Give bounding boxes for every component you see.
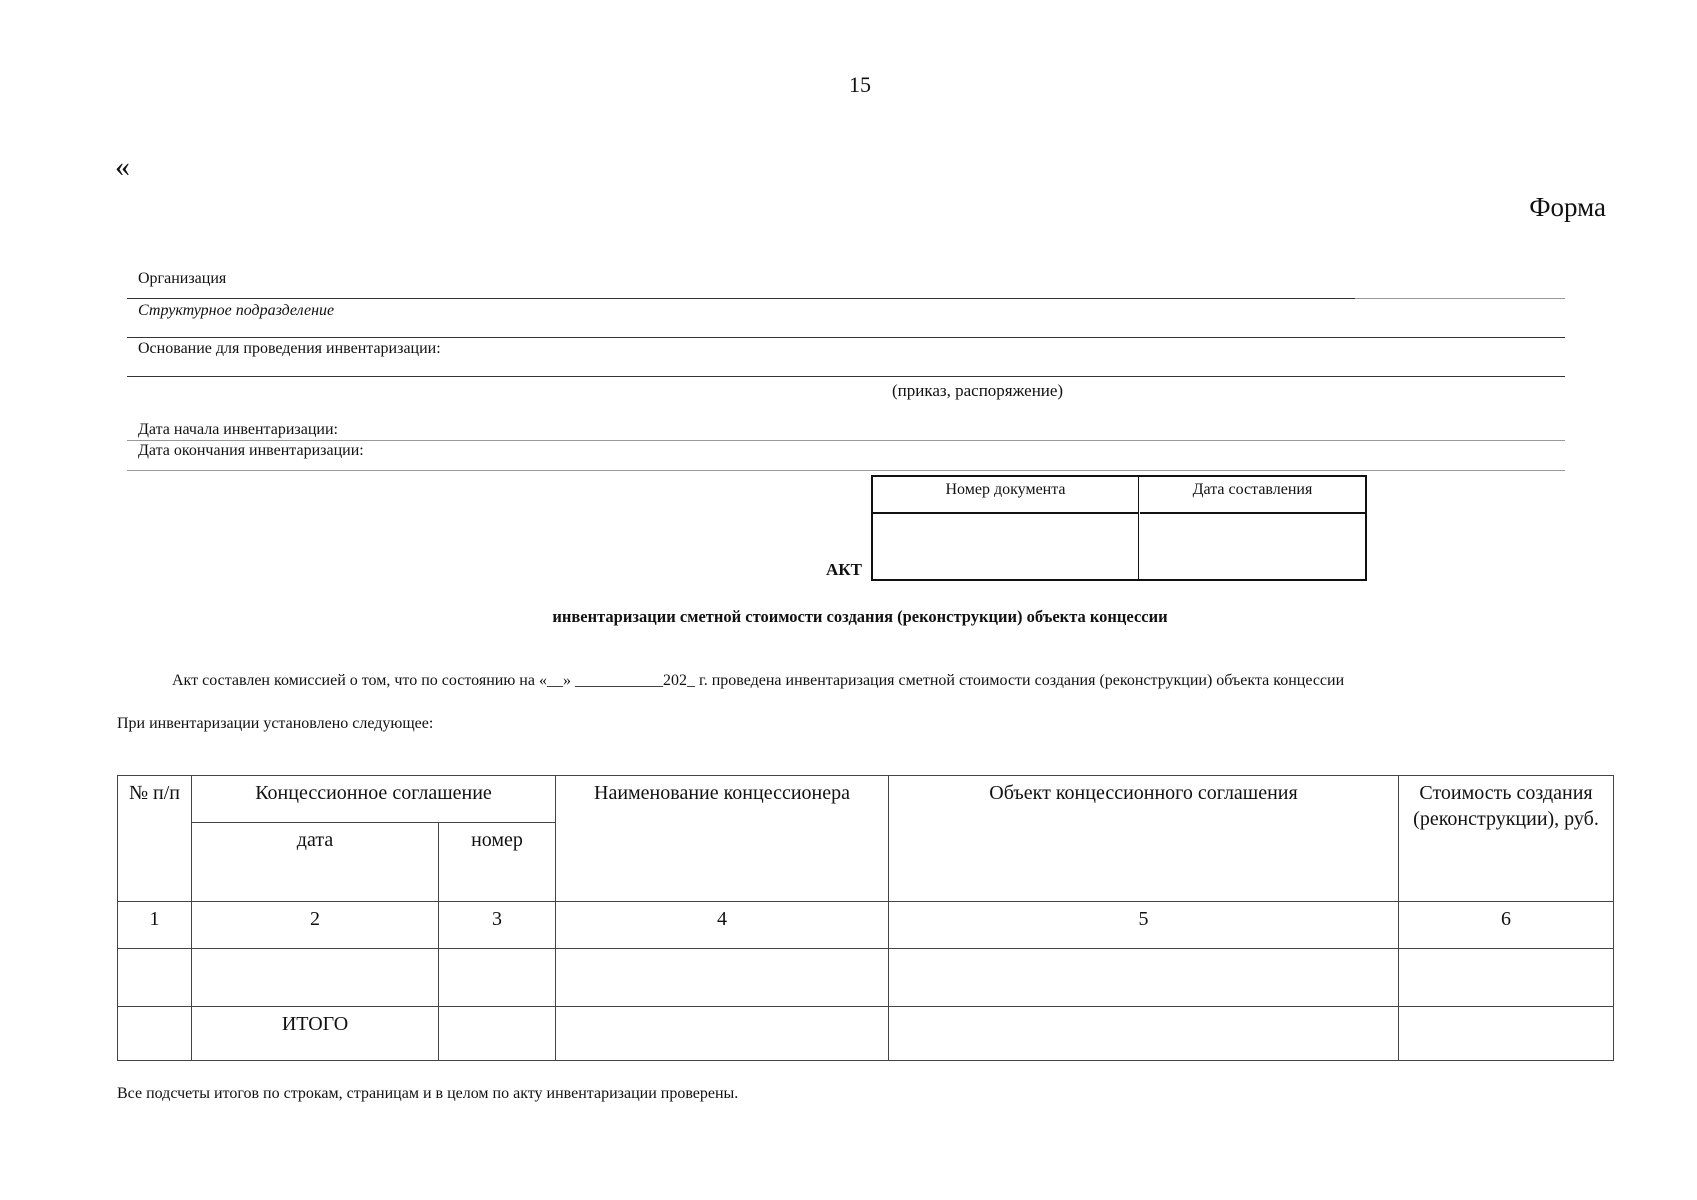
subdivision-line [127,337,1565,338]
document-number-table [871,475,1367,581]
inventory-table [117,775,1614,1061]
open-quote: « [115,150,130,183]
col-number-cell: 5 [889,902,1399,949]
col-number-cell: 3 [439,902,556,949]
col-header-object: Объект концессионного соглашения [889,776,1399,902]
table-header-row [118,776,1614,823]
col-header-no: № п/п [118,776,192,902]
table-row [118,949,1614,1007]
basis-line [127,376,1565,377]
document-date-cell [1140,477,1365,579]
findings-intro: При инвентаризации установлено следующее: [117,715,434,732]
organization-line-end [1355,298,1565,299]
document-date-header: Дата составления [1140,477,1365,514]
table-cell [556,949,889,1007]
total-row [118,1007,1614,1061]
footer-statement: Все подсчеты итогов по строкам, страницам и в целом по акту инвентаризации проверены. [117,1085,739,1102]
column-numbers-row [118,902,1614,949]
document-number-cell [873,477,1139,579]
table-cell [889,1007,1399,1061]
table-cell [889,949,1399,1007]
table-cell [192,949,439,1007]
document-number-header: Номер документа [873,477,1138,514]
organization-label: Организация [138,270,227,287]
subdivision-label: Структурное подразделение [138,302,335,319]
table-cell [556,1007,889,1061]
table-cell [1399,949,1614,1007]
basis-caption: (приказ, распоряжение) [892,381,1064,400]
col-header-number: номер [439,823,556,902]
total-label: ИТОГО [192,1007,439,1061]
col-header-agreement: Концессионное соглашение [192,776,556,823]
table-cell [118,949,192,1007]
table-cell [1399,1007,1614,1061]
col-header-cost: Стоимость создания (реконструкции), руб. [1399,776,1614,902]
col-number-cell: 2 [192,902,439,949]
page-number: 15 [849,72,871,97]
start-date-line [127,440,1565,441]
basis-label: Основание для проведения инвентаризации: [138,340,441,357]
table-cell [439,949,556,1007]
col-header-concessionaire: Наименование концессионера [556,776,889,902]
table-cell [118,1007,192,1061]
col-number-cell: 6 [1399,902,1614,949]
table-cell [439,1007,556,1061]
col-number-cell: 4 [556,902,889,949]
end-date-line [127,470,1565,471]
col-header-date: дата [192,823,439,902]
form-label: Форма [1529,192,1606,222]
end-date-label: Дата окончания инвентаризации: [138,442,364,459]
act-paragraph: Акт составлен комиссией о том, что по состоянию на «__» ___________202_ г. проведена инвентаризация сметной стоимости создания (реконструкции) объекта концессии [172,672,1345,689]
col-number-cell: 1 [118,902,192,949]
organization-line [127,298,1355,299]
act-title: инвентаризации сметной стоимости создания (реконструкции) объекта концессии [552,607,1168,626]
start-date-label: Дата начала инвентаризации: [138,421,338,438]
act-label: АКТ [826,560,862,579]
